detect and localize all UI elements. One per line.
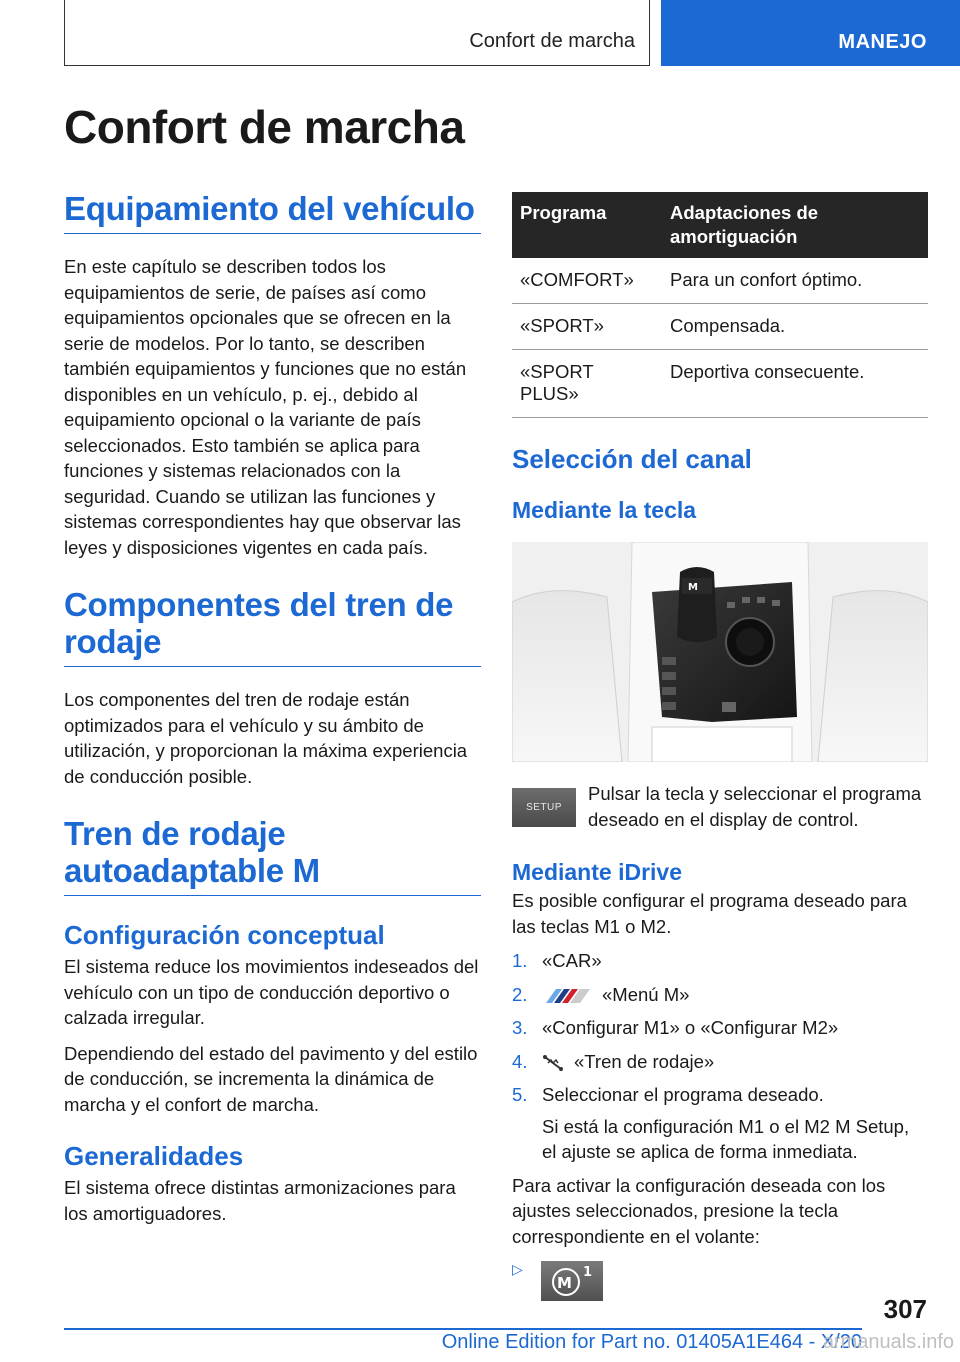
heading-configuracion: Configuración conceptual (64, 920, 385, 950)
m1-button-icon (541, 1261, 603, 1301)
paragraph-equipamiento: En este capítulo se describen todos los equipamientos de serie, de países así como equipamientos opcionales que se ofrecen en la serie de modelos. Por lo tanto, se describen también equipamientos y funciones que no están disponibles en un vehículo, p. ej., debido al equipamiento opcional o la variante de país seleccionados. Esto también se aplica para funciones y sistemas relacionados con la seguridad. Cuando se utilizan las funciones y sistemas correspondientes hay que observar las leyes y disposiciones vigentes en cada país. (64, 256, 467, 558)
step-text: Seleccionar el programa deseado. (542, 1084, 824, 1105)
table-cell-program: «SPORT» (512, 304, 662, 350)
table-cell-adaptation: Para un confort óptimo. (662, 258, 928, 304)
header-chapter-title: Confort de marcha (469, 30, 635, 52)
paragraph-componentes: Los componentes del tren de rodaje están optimizados para el vehículo y su ámbito de utilización, y proporcionan la máxima experiencia de conducción posible. (64, 689, 468, 787)
step-number: 1. (512, 950, 528, 971)
triangle-bullet-icon: ▷ (512, 1261, 523, 1277)
step-text: «Configurar M1» o «Configurar M2» (542, 1017, 839, 1038)
heading-mediante-idrive: Mediante iDrive (512, 859, 682, 885)
table-cell-adaptation: Deportiva consecuente. (662, 350, 928, 418)
setup-instruction (512, 781, 928, 832)
list-item (512, 982, 928, 1008)
m1-button-bullet (512, 1261, 928, 1301)
table-row (512, 304, 928, 350)
m-menu-icon (542, 987, 592, 1005)
right-column (512, 192, 928, 1301)
idrive-steps-list (512, 948, 928, 1108)
heading-mediante-tecla: Mediante la tecla (512, 497, 697, 523)
svg-text:M: M (556, 1274, 572, 1292)
page-title: Confort de marcha (64, 101, 465, 153)
step-text: «Menú M» (602, 983, 690, 1005)
heading-generalidades: Generalidades (64, 1141, 244, 1171)
center-console-illustration (512, 542, 928, 762)
footer-divider (64, 1328, 862, 1330)
table-header-row (512, 192, 928, 258)
step-number: 3. (512, 1017, 528, 1038)
step5-note: Si está la configuración M1 o el M2 M Setup, el ajuste se aplica de forma inmediata. (542, 1115, 910, 1162)
left-column (64, 190, 481, 1226)
paragraph-activate: Para activar la configuración deseada con los ajustes seleccionados, presione la tecla correspondiente en el volante: (512, 1174, 886, 1247)
page-number: 307 (883, 1294, 927, 1324)
paragraph-generalidades: El sistema ofrece distintas armonizaciones para los amortiguadores. (64, 1177, 456, 1224)
heading-tren-rodaje: Tren de rodaje autoadaptable M (64, 815, 481, 896)
table-cell-program: «SPORT PLUS» (512, 350, 662, 418)
suspension-icon (542, 1054, 564, 1072)
paragraph-configuracion-1: El sistema reduce los movimientos indeseados del vehículo con un tipo de conducción deportivo o calzada irregular. (64, 956, 479, 1028)
table-row (512, 258, 928, 304)
table-row (512, 350, 928, 418)
svg-text:1: 1 (582, 1265, 592, 1280)
program-table (512, 192, 928, 418)
heading-seleccion-canal: Selección del canal (512, 444, 752, 474)
paragraph-idrive: Es posible configurar el programa deseado para las teclas M1 o M2. (512, 890, 907, 937)
header-section-tab[interactable] (661, 0, 960, 66)
table-header-programa: Programa (512, 192, 662, 258)
list-item (512, 1049, 928, 1075)
heading-componentes: Componentes del tren de rodaje (64, 586, 481, 667)
table-cell-program: «COMFORT» (512, 258, 662, 304)
step-text: «CAR» (542, 950, 602, 971)
setup-instruction-text: Pulsar la tecla y seleccionar el programa deseado en el display de control. (588, 783, 922, 830)
step-number: 2. (512, 983, 528, 1005)
svg-text:M: M (688, 582, 698, 593)
step-text: «Tren de rodaje» (574, 1050, 715, 1072)
footer-edition: Online Edition for Part no. 01405A1E464 - X/20 (441, 1331, 862, 1353)
header-chapter-box (64, 0, 650, 66)
setup-button-icon[interactable]: SETUP (512, 788, 576, 827)
center-console-image (512, 542, 928, 762)
table-header-adaptaciones: Adaptaciones de amortiguación (662, 192, 928, 258)
table-cell-adaptation: Compensada. (662, 304, 928, 350)
header-section-label: MANEJO (838, 31, 927, 53)
list-item (512, 948, 928, 974)
step-number: 4. (512, 1050, 528, 1072)
list-item (512, 1015, 928, 1041)
paragraph-configuracion-2: Dependiendo del estado del pavimento y del estilo de conducción, se incrementa la dinámica de marcha y el confort de marcha. (64, 1042, 478, 1115)
step-number: 5. (512, 1084, 528, 1105)
watermark: armanuals.info (822, 1331, 954, 1353)
heading-equipamiento: Equipamiento del vehículo (64, 190, 481, 234)
list-item (512, 1082, 928, 1108)
